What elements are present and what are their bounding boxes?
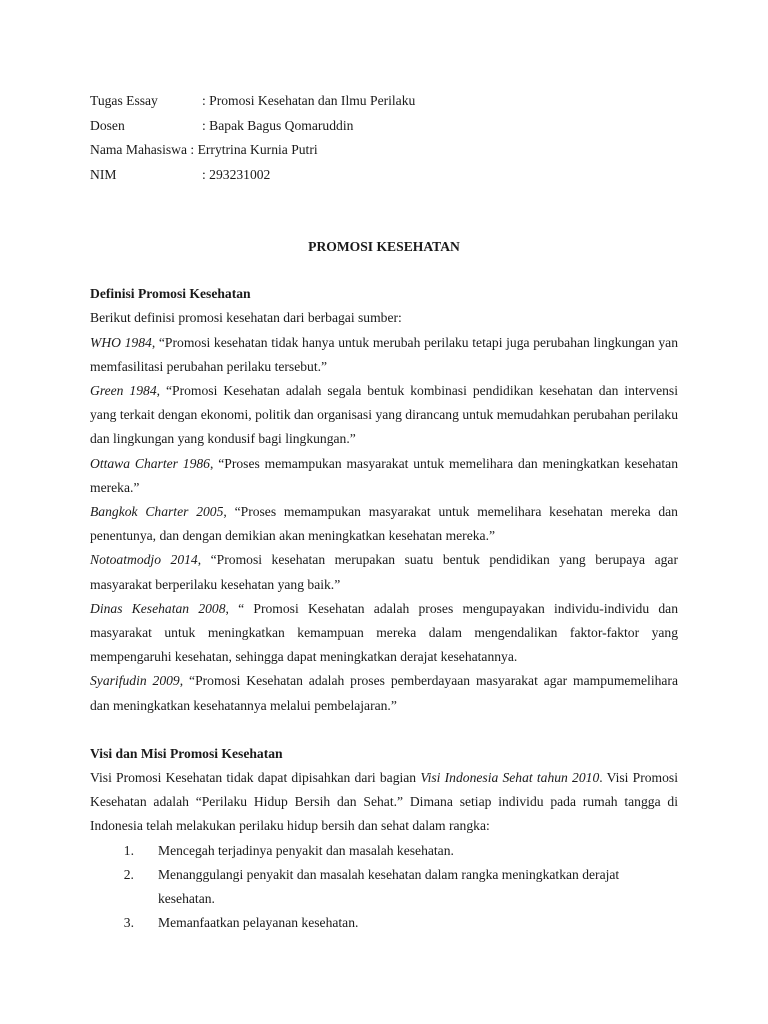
definition-text: , “Proses memampukan masyarakat untuk memelihara kesehatan mereka dan penentunya, dan dengan demikian akan meningkatkan kesehatan mereka.” — [90, 504, 678, 544]
definition-source: Ottawa Charter 1986 — [90, 455, 210, 471]
definition-paragraph — [90, 500, 678, 548]
definition-text: , “Promosi kesehatan tidak hanya untuk merubah perilaku tetapi juga perubahan lingkungan yan memfasilitasi perubahan perilaku tersebut.” — [90, 334, 678, 374]
definition-text: , “Proses memampukan masyarakat untuk memelihara dan meningkatkan kesehatan mereka.” — [90, 455, 678, 495]
list-text: Memanfaatkan pelayanan kesehatan. — [158, 915, 359, 931]
definition-text: , “Promosi Kesehatan adalah proses pemberdayaan masyarakat agar mampumemelihara dan meningkatkan kesehatannya melalui pembelajaran.” — [90, 673, 678, 713]
list-number: 3. — [123, 915, 134, 931]
header-row-dosen — [90, 114, 678, 139]
header-value: : Errytrina Kurnia Putri — [187, 142, 318, 157]
definition-text: , “Promosi kesehatan merupakan suatu bentuk pendidikan yang berupaya agar masyarakat berperilaku kesehatan yang baik.” — [90, 552, 678, 592]
visi-text: Visi Promosi Kesehatan tidak dapat dipisahkan dari bagian — [90, 770, 421, 786]
list-item — [90, 911, 678, 935]
header-label: Nama Mahasiswa — [90, 142, 188, 157]
definition-text: , “ Promosi Kesehatan adalah proses mengupayakan individu-individu dan masyarakat untuk meningkatkan kemampuan mereka dalam mengendalikan faktor-faktor yang mempengaruhi kesehatan, sehingga dapat meningkatkan derajat kesehatannya. — [90, 600, 678, 665]
list-text: Mencegah terjadinya penyakit dan masalah kesehatan. — [158, 842, 454, 858]
definition-source: Bangkok Charter 2005 — [90, 504, 224, 520]
definisi-intro: Berikut definisi promosi kesehatan dari berbagai sumber: — [90, 310, 402, 326]
header-value: : Bapak Bagus Qomaruddin — [202, 117, 354, 133]
visi-paragraph — [90, 766, 678, 839]
definition-source: WHO 1984 — [90, 334, 152, 350]
header-label: Dosen — [90, 117, 125, 133]
definition-paragraph — [90, 669, 678, 717]
list-number: 1. — [123, 842, 134, 858]
list-item — [90, 863, 678, 911]
definition-paragraph — [90, 597, 678, 670]
section-heading-definisi: Definisi Promosi Kesehatan — [90, 286, 251, 302]
header-value: : Promosi Kesehatan dan Ilmu Perilaku — [202, 93, 416, 108]
visi-text: . Visi Promosi Kesehatan adalah “Perilaku Hidup Bersih dan Sehat.” Dimana setiap individu pada rumah tangga di Indonesia telah melakukan perilaku hidup bersih dan sehat dalam rangka: — [90, 770, 678, 834]
header-label: NIM — [90, 166, 117, 182]
definition-paragraph — [90, 548, 678, 596]
section-heading-visi: Visi dan Misi Promosi Kesehatan — [90, 745, 283, 761]
definition-paragraph — [90, 379, 678, 452]
visi-italic-text: Visi Indonesia Sehat tahun 2010 — [420, 770, 600, 786]
visi-list — [90, 839, 678, 936]
header-row-tugas — [90, 89, 678, 114]
definition-source: Syarifudin 2009 — [90, 673, 180, 689]
list-text: Menanggulangi penyakit dan masalah kesehatan dalam rangka meningkatkan derajat kesehatan. — [157, 866, 620, 907]
header-row-nim — [90, 163, 678, 188]
document-body — [90, 89, 678, 935]
definition-source: Dinas Kesehatan 2008 — [90, 600, 226, 616]
definition-source: Notoatmodjo 2014 — [90, 552, 198, 568]
definition-source: Green 1984 — [90, 383, 157, 399]
definition-paragraph — [90, 331, 678, 379]
document-title: PROMOSI KESEHATAN — [308, 239, 460, 254]
definition-paragraph — [90, 452, 678, 500]
header-value: : 293231002 — [202, 166, 271, 182]
section-spacer — [90, 718, 678, 742]
definition-text: , “Promosi Kesehatan adalah segala bentuk kombinasi pendidikan kesehatan dan intervensi yang terkait dengan ekonomi, politik dan organisasi yang dirancang untuk memudahkan perubahan perilaku dan lingkungan yang kondusif bagi lingkungan.” — [90, 383, 678, 447]
header-row-nama — [90, 138, 678, 163]
header-label: Tugas Essay — [90, 93, 158, 108]
list-item — [90, 839, 678, 863]
list-number: 2. — [123, 866, 134, 882]
